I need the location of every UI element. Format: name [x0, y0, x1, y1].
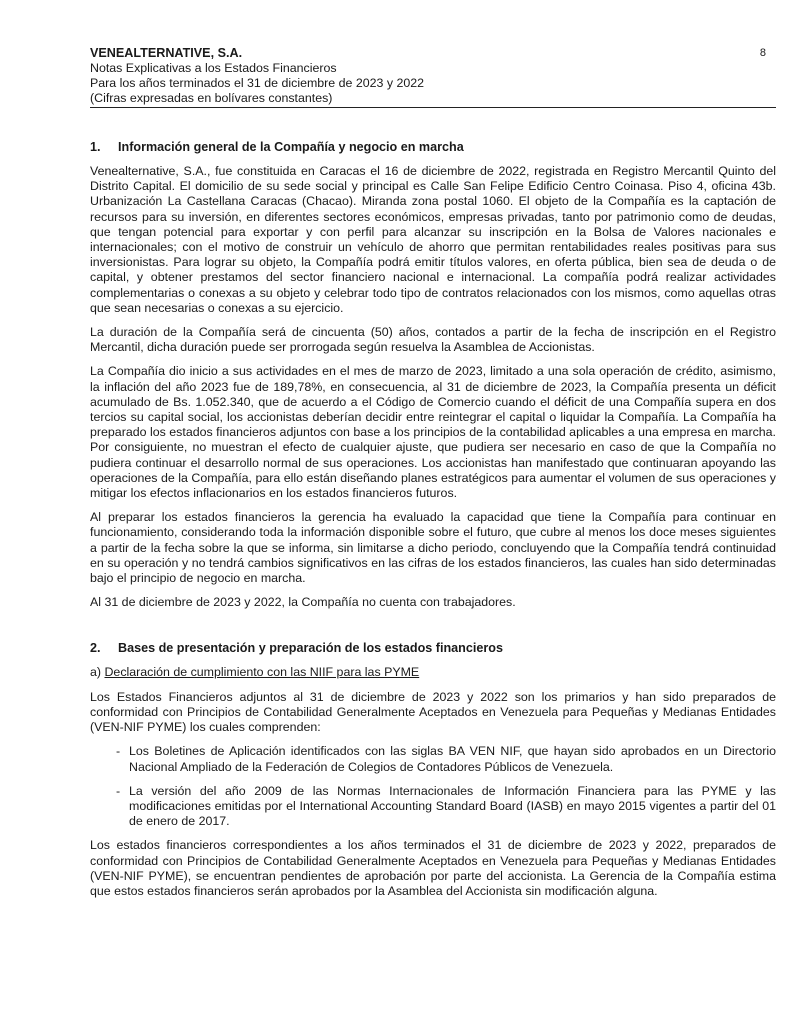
section-1-number: 1. [90, 140, 101, 154]
dash-bullet-icon: - [116, 783, 121, 798]
section-2-intro: Los Estados Financieros adjuntos al 31 de diciembre de 2023 y 2022 son los primarios y han sido preparados de conformidad con Principios de Contabilidad Generalmente Aceptados en Venezuela para Pequeñas y Medianas Entidades (VEN-NIF PYME) los cuales comprenden: [90, 689, 776, 735]
section-2-number: 2. [90, 641, 101, 656]
section-1-paragraph: La Compañía dio inicio a sus actividades en el mes de marzo de 2023, limitado a una sola operación de crédito, asimismo, la inflación del año 2023 fue de 189,78%, en consecuencia, al 31 de diciembre de 2023, la Compañía presenta un déficit acumulado de Bs. 1.052.340, que de acuerdo a el Código de Comercio cuando el déficit de una Compañía supera en dos tercios su capital social, los accionistas deberían decidir entre reintegrar el capital o liquidar la Compañía. La Compañía ha preparado los estados financieros adjuntos con base a los principios de la contabilidad aplicables a una empresa en marcha. Por consiguiente, no muestran el efecto de cualquier ajuste, que pudiera ser necesario en caso de que la Compañía no pudiera continuar el desarrollo normal de sus operaciones. Los accionistas han manifestado que continuaran apoyando las operaciones de la Compañía, para ello están diseñando planes estratégicos para aumentar el volumen de sus operaciones y mitigar los efectos inflacionarios en los estados financieros futuros. [90, 364, 776, 501]
section-2-closing: Los estados financieros correspondientes a los años terminados el 31 de diciembre de 2023 y 2022, preparados de conformidad con Principios de Contabilidad Generalmente Aceptados en Venezuela para Pequeñas y Medianas Entidades (VEN-NIF PYME), se encuentran pendientes de aprobación por parte del accionista. La Gerencia de la Compañía estima que estos estados financieros serán aprobados por la Asamblea del Accionista sin modificación alguna. [90, 838, 776, 898]
section-2-heading [90, 641, 776, 656]
subsection-a-heading [90, 665, 776, 680]
page-header [90, 46, 776, 108]
list-item-text: La versión del año 2009 de las Normas Internacionales de Información Financiera para las PYME y las modificaciones emitidas por el International Accounting Standard Board (IASB) en mayo 2015 vigentes a partir del 01 de enero de 2017. [129, 783, 776, 829]
header-subtitle: Notas Explicativas a los Estados Financieros [90, 61, 337, 75]
page-number: 8 [759, 47, 766, 59]
standards-list [90, 744, 776, 829]
section-1-paragraph: La duración de la Compañía será de cincuenta (50) años, contados a partir de la fecha de inscripción en el Registro Mercantil, dicha duración puede ser prorrogada según resuelva la Asamblea de Accionistas. [90, 325, 776, 355]
subsection-a-title: Declaración de cumplimiento con las NIIF para las PYME [104, 665, 420, 680]
header-period: Para los años terminados el 31 de diciembre de 2023 y 2022 [90, 76, 425, 90]
section-1-paragraph: Al preparar los estados financieros la gerencia ha evaluado la capacidad que tiene la Compañía para continuar en funcionamiento, considerando toda la información disponible sobre el futuro, que cubre al menos los doce meses siguientes a partir de la fecha sobre la que se informa, sin limitarse a dicho periodo, concluyendo que la Compañía tendrá continuidad en su operación y no tendrá cambios significativos en las cifras de los estados financieros, las cuales han sido determinadas bajo el principio de negocio en marcha. [90, 510, 776, 586]
section-1-paragraph: Al 31 de diciembre de 2023 y 2022, la Compañía no cuenta con trabajadores. [90, 595, 516, 610]
section-1-heading [90, 140, 776, 155]
dash-bullet-icon: - [116, 744, 121, 759]
list-item [90, 744, 776, 774]
company-name: VENEALTERNATIVE, S.A. [90, 46, 243, 60]
list-item-text: Los Boletines de Aplicación identificados con las siglas BA VEN NIF, que hayan sido aprobados en un Directorio Nacional Ampliado de la Federación de Colegios de Contadores Públicos de Venezuela. [129, 744, 776, 774]
subsection-a-prefix: a) [90, 665, 102, 680]
document-page [90, 46, 776, 899]
section-2-title: Bases de presentación y preparación de los estados financieros [118, 641, 503, 656]
header-currency-note: (Cifras expresadas en bolívares constantes) [90, 91, 333, 105]
section-1-paragraph: Venealternative, S.A., fue constituida en Caracas el 16 de diciembre de 2022, registrada en Registro Mercantil Quinto del Distrito Capital. El domicilio de su sede social y principal es Calle San Felipe Edificio Centro Coinasa. Piso 4, oficina 43b. Urbanización La Castellana Caracas (Chacao). Miranda zona postal 1060. El objeto de la Compañía es la captación de recursos para su inversión, en diferentes sectores económicos, empresas privadas, tanto por patrimonio como de deudas, que tengan potencial para exportar y con perfil para alcanzar su inscripción en la Bolsa de Valores nacionales e internacionales; con el motivo de construir un vehículo de ahorro que permitan rentabilidades reales positivas para sus inversionistas. Para lograr su objeto, la Compañía podrá emitir títulos valores, en oferta pública, bien sea de deuda o de capital, y obtener prestamos del sector financiero nacional e internacional. La compañía podrá realizar actividades complementarias o conexas a su objeto y celebrar todo tipo de contratos relacionados con los mismos, como aquellas otras que sean necesarias o conexas a su ejercicio. [90, 164, 776, 315]
section-1-title: Información general de la Compañía y negocio en marcha [118, 140, 464, 154]
list-item [90, 784, 776, 830]
